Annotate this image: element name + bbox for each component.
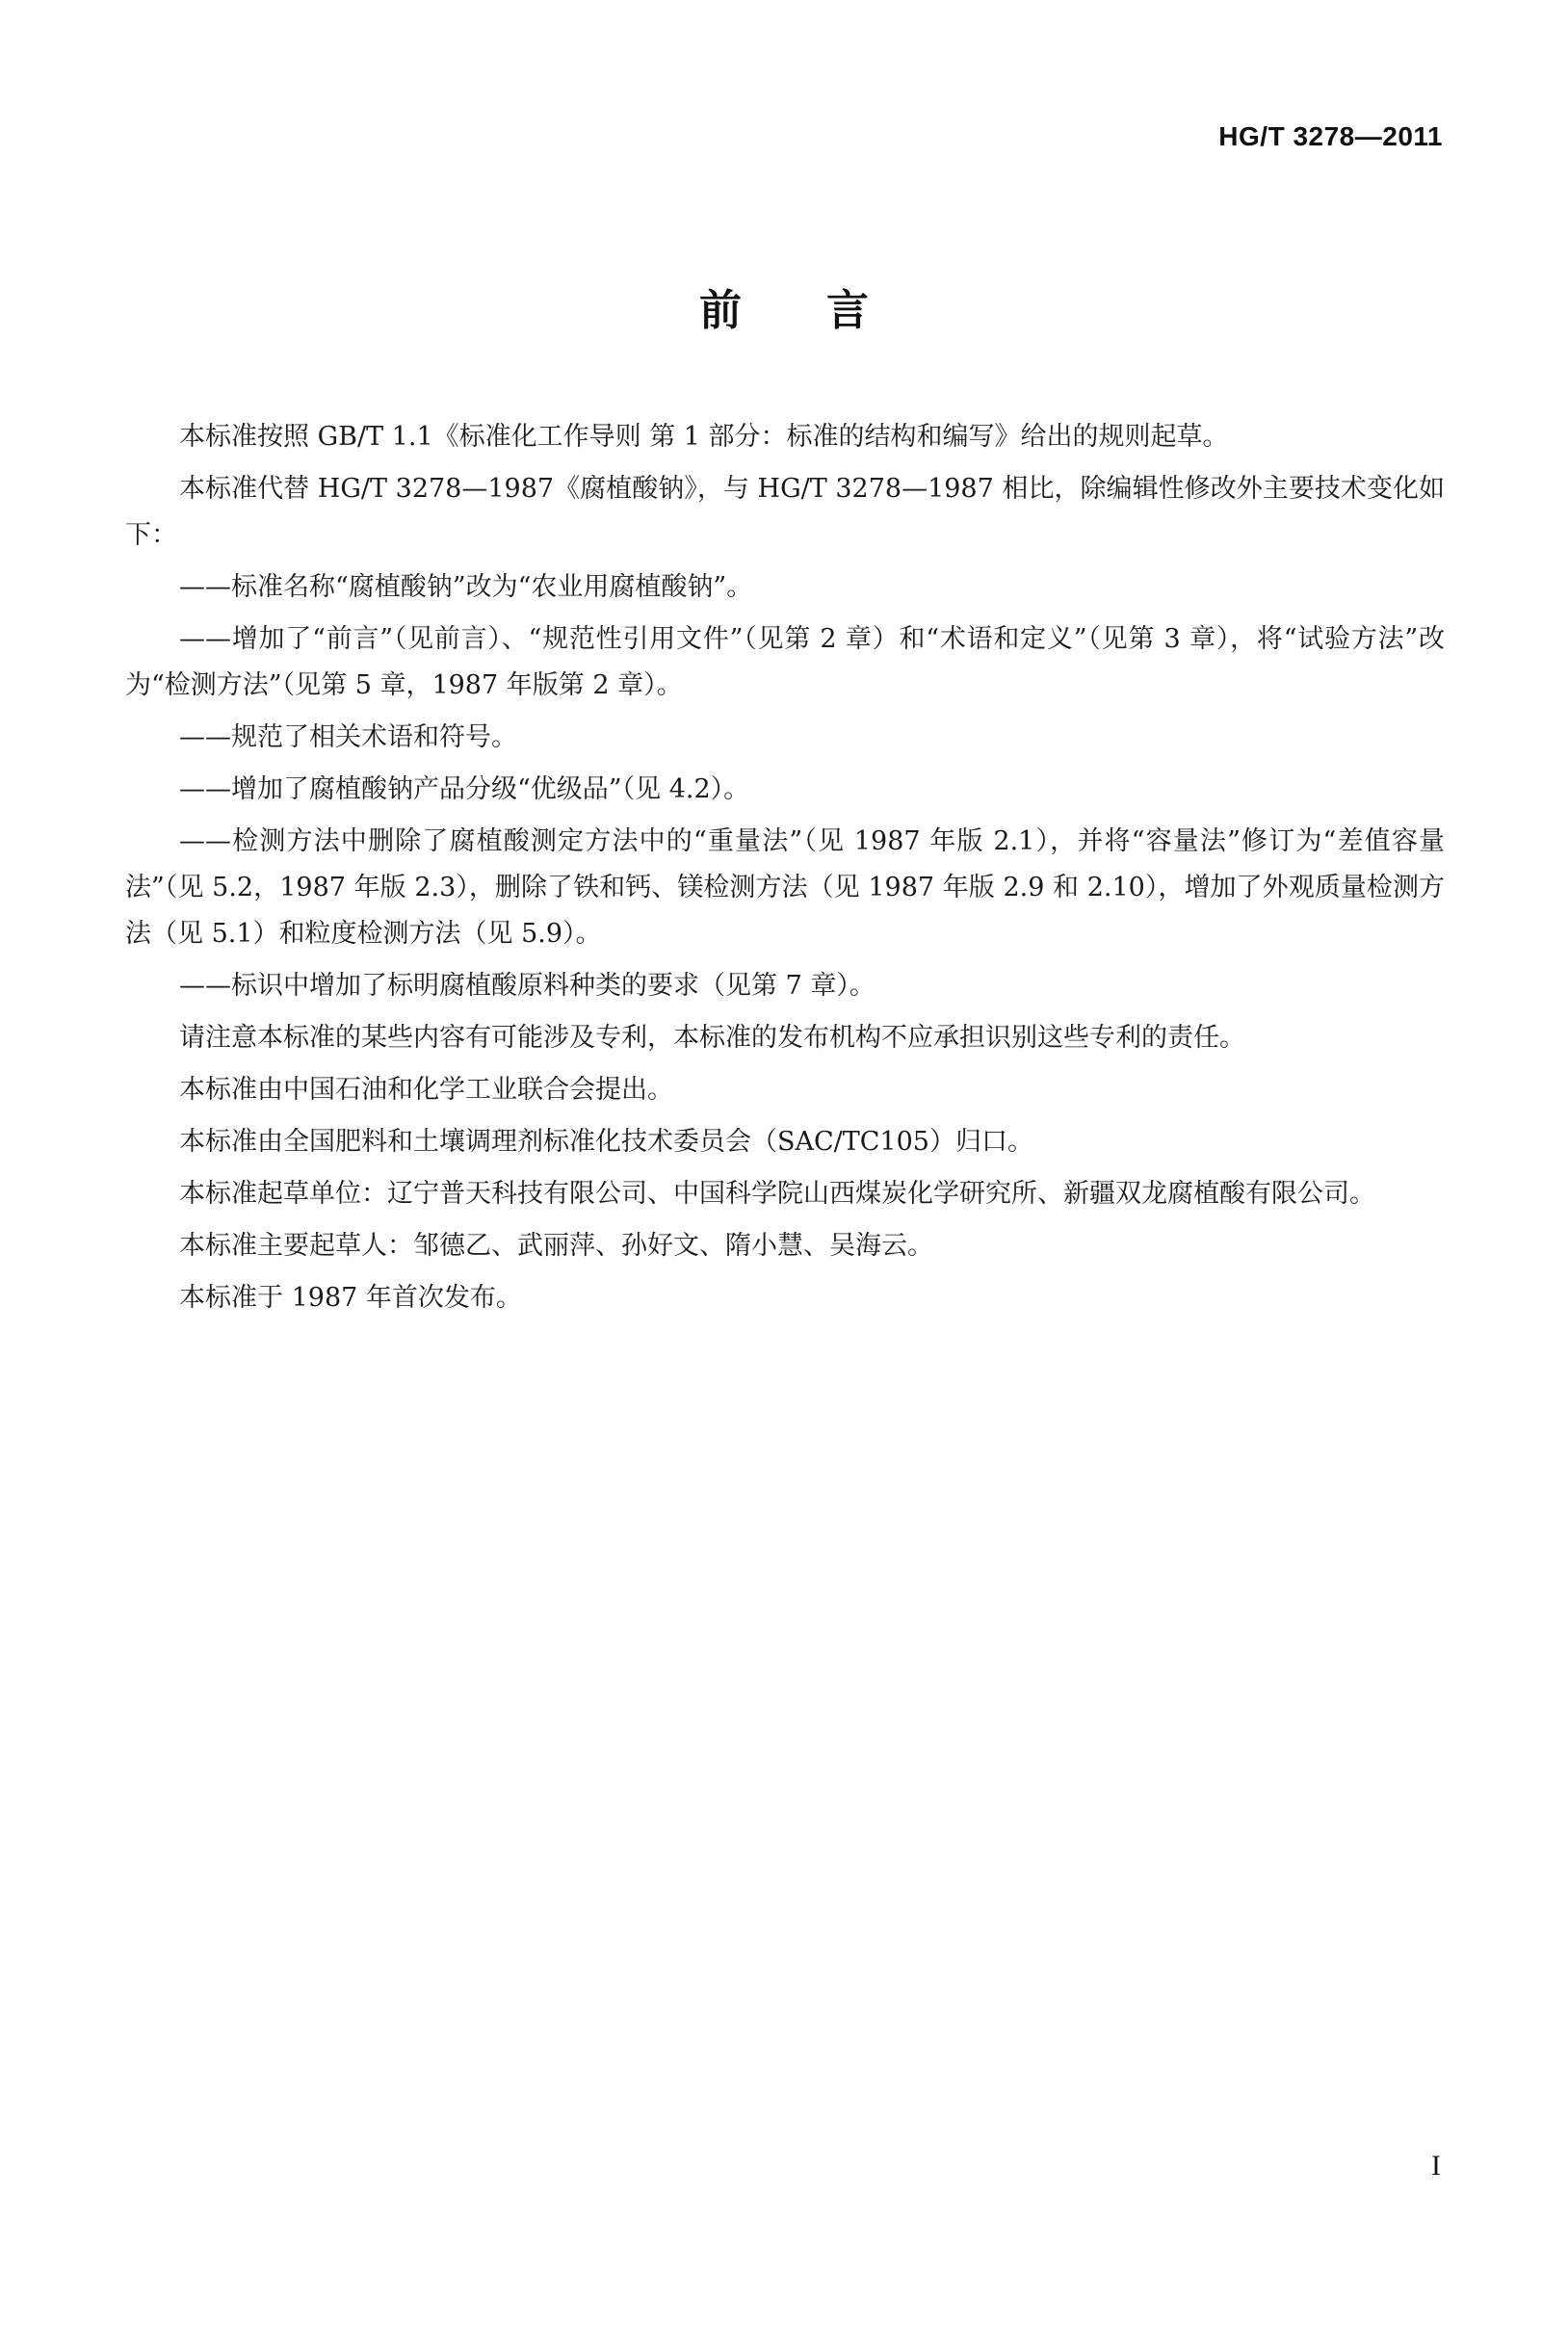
change-item-labeling: ——标识中增加了标明腐植酸原料种类的要求（见第 7 章）。 <box>179 971 875 1001</box>
paragraph-drafting-units: 本标准起草单位：辽宁普天科技有限公司、中国科学院山西煤炭化学研究所、新疆双龙腐植酸有限公司。 <box>179 1179 1375 1209</box>
change-item-terms: ——规范了相关术语和符号。 <box>179 722 517 752</box>
standard-code: HG/T 3278—2011 <box>1218 121 1443 151</box>
paragraph-first-published: 本标准于 1987 年首次发布。 <box>179 1283 522 1313</box>
change-item-name: ——标准名称“腐植酸钠”改为“农业用腐植酸钠”。 <box>179 572 753 602</box>
paragraph-proposed-by: 本标准由中国石油和化学工业联合会提出。 <box>179 1075 673 1105</box>
paragraph-technical-committee: 本标准由全国肥料和土壤调理剂标准化技术委员会（SAC/TC105）归口。 <box>179 1127 1033 1157</box>
change-item-added-sections: ——增加了“前言”（见前言）、“规范性引用文件”（见第 2 章）和“术语和定义”（见第 3 章），将“试验方法”改为“检测方法”（见第 5 章，1987 年版第 2 章）。 <box>125 624 1445 700</box>
paragraph-gbt-drafting-rules: 本标准按照 GB/T 1.1《标准化工作导则 第 1 部分：标准的结构和编写》给出的规则起草。 <box>179 422 1229 452</box>
change-item-methods: ——检测方法中删除了腐植酸测定方法中的“重量法”（见 1987 年版 2.1），并将“容量法”修订为“差值容量法”（见 5.2，1987 年版 2.3），删除了铁和钙、镁检测方法（见 1987 年版 2.9 和 2.10），增加了外观质量检测方法（见 5.1）和粒度检测方法（见 5.9）。 <box>125 826 1445 949</box>
paragraph-drafters: 本标准主要起草人：邹德乙、武丽萍、孙好文、隋小慧、吴海云。 <box>179 1231 933 1261</box>
paragraph-replaces-standard: 本标准代替 HG/T 3278—1987《腐植酸钠》，与 HG/T 3278—1987 相比，除编辑性修改外主要技术变化如下： <box>125 474 1445 550</box>
page-number: I <box>1431 2150 1441 2182</box>
foreword-body <box>125 414 1445 1327</box>
paragraph-patent-notice: 请注意本标准的某些内容有可能涉及专利，本标准的发布机构不应承担识别这些专利的责任。 <box>179 1023 1245 1053</box>
page-title: 前言 <box>699 286 954 335</box>
change-item-grade: ——增加了腐植酸钠产品分级“优级品”（见 4.2）。 <box>179 774 750 804</box>
